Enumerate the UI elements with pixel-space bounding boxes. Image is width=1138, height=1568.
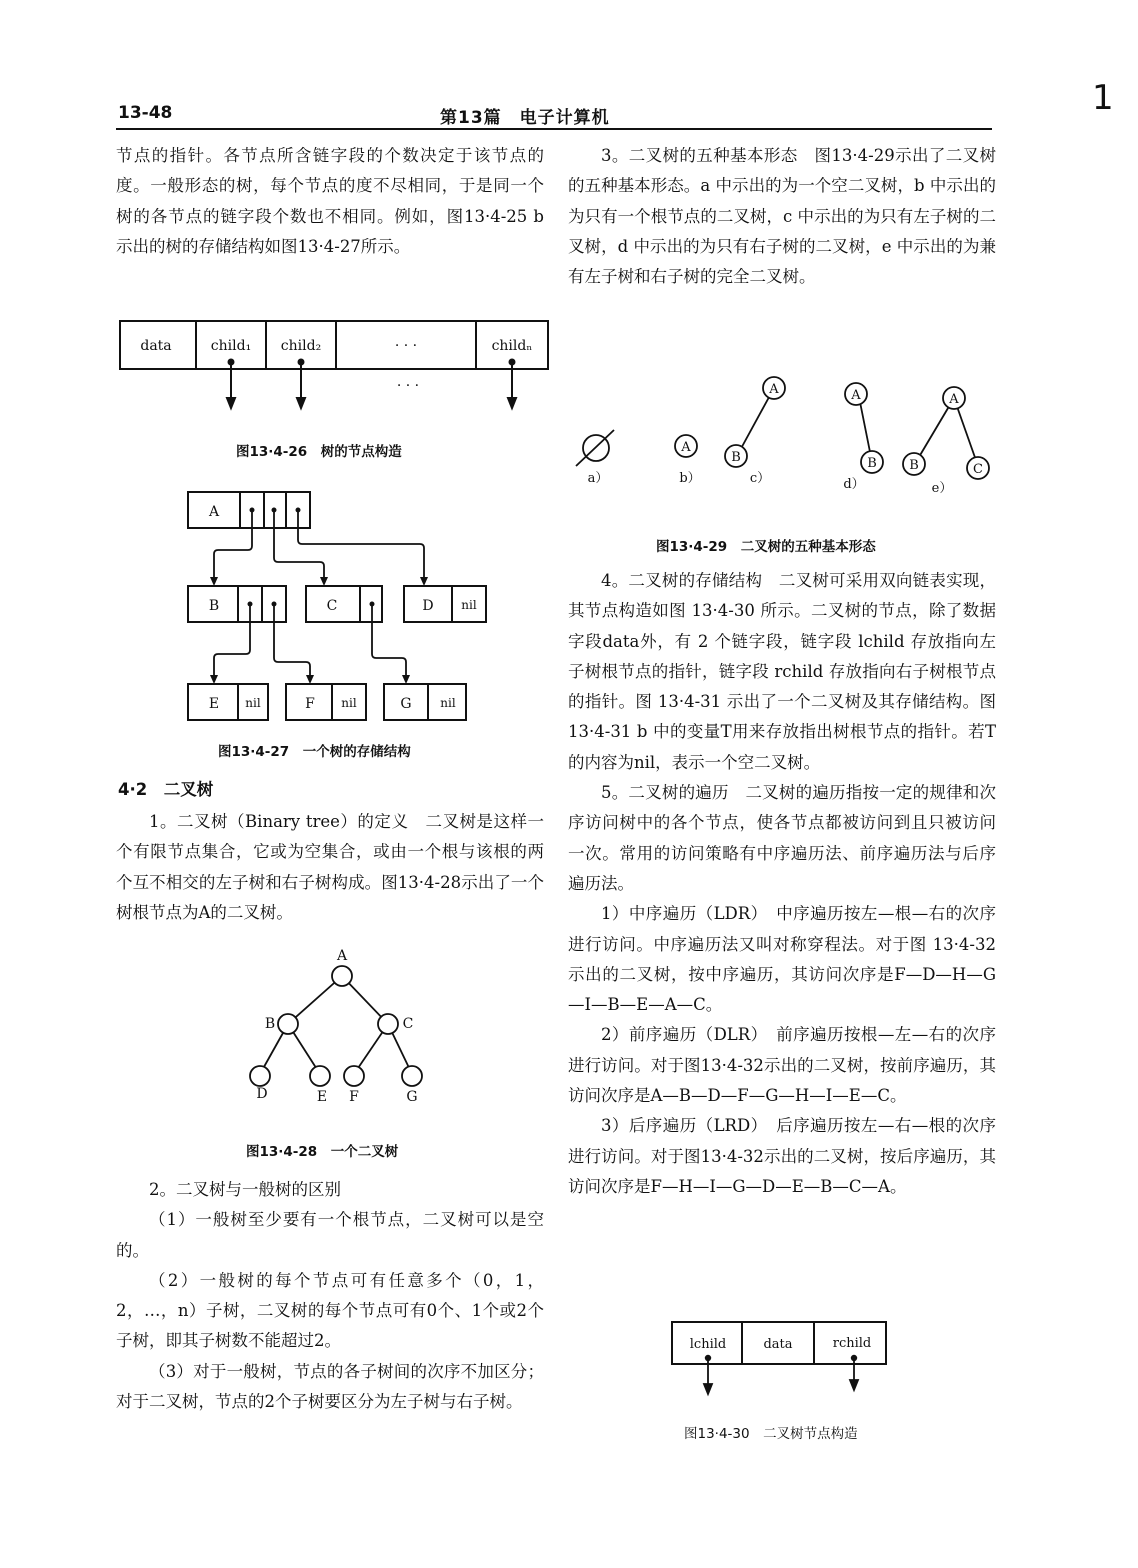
para-intro: 节点的指针。各节点所含链字段的个数决定于该节点的度。一般形态的树，每个节点的度不尽相同，于是同一个树的各节点的链字段个数也不相同。例如，图13·4-25 b 示出的树的存储结构如图13·4-27所示。 — [116, 146, 544, 256]
fig27-nil-D: nil — [461, 598, 477, 612]
fig29-d-label-root: A — [851, 388, 861, 403]
fig27-nil-F: nil — [341, 696, 357, 710]
fig26-cell-child1: child₁ — [210, 338, 252, 354]
para-traverse: 5。二叉树的遍历 二叉树的遍历指按一定的规律和次序访问树中的各个节点，使各节点都被访问到且只被访问一次。常用的访问策略有中序遍历法、前序遍历法与后序遍历法。 — [568, 783, 996, 893]
fig29-caption: 图13·4-29 二叉树的五种基本形态 — [656, 539, 876, 555]
fig29-sub-b: b） — [679, 471, 701, 486]
fig28-caption: 图13·4-28 一个二叉树 — [246, 1144, 399, 1160]
fig27-nil-G: nil — [440, 696, 456, 710]
fig30-cell-lchild: lchild — [689, 1337, 727, 1352]
fig29-e-label-left: B — [909, 458, 919, 473]
diff-title: 2。二叉树与一般树的区别 — [149, 1180, 341, 1199]
running-title: 第13篇 电子计算机 — [440, 108, 610, 128]
fig26-cell-child2: child₂ — [280, 338, 322, 354]
header-rule — [116, 128, 992, 130]
corner-mark: 1 — [1092, 78, 1114, 118]
page-number: 13-48 — [118, 103, 173, 123]
fig30-caption: 图13·4-30 二叉树节点构造 — [684, 1426, 858, 1442]
fig28-node-D — [250, 1066, 270, 1086]
fig28-label-G: G — [406, 1089, 418, 1105]
fig29-sub-c: c） — [749, 471, 771, 486]
fig28-label-D: D — [256, 1086, 268, 1102]
diff-3: （3）对于一般树，节点的各子树间的次序不加区分；对于二叉树，节点的2个子树要区分为左子树与右子树。 — [116, 1361, 544, 1412]
para-lrd: 3）后序遍历（LRD） 后序遍历按左—右—根的次序进行访问。对于图13·4-32示出的二叉树，按后序遍历，其访问次序是F—H—I—G—D—E—B—C—A。 — [568, 1116, 996, 1196]
para-ldr: 1）中序遍历（LDR） 中序遍历按左—根—右的次序进行访问。中序遍历法又叫对称穿程法。对于图 13·4-32 示出的二叉树，按中序遍历，其访问次序是F—D—H—G—I—B—E—A—C。 — [568, 904, 996, 1015]
fig30-binary-node-structure — [670, 1320, 892, 1400]
fig27-tree-storage — [186, 488, 476, 728]
fig29-sub-e: e） — [931, 481, 953, 496]
fig28-label-E: E — [316, 1089, 328, 1105]
right-body — [568, 566, 996, 1202]
fig28-binary-tree — [240, 946, 440, 1112]
para-forms: 3。二叉树的五种基本形态 图13·4-29示出了二叉树的五种基本形态。a 中示出的为一个空二叉树，b 中示出的为只有一个根节点的二叉树，c 中示出的为只有左子树的二叉树，d 中示出的为只有右子树的二叉树，e 中示出的为兼有左子树和右子树的完全二叉树。 — [568, 146, 996, 287]
para-storage: 4。二叉树的存储结构 二叉树可采用双向链表实现，其节点构造如图 13·4-30 所示。二叉树的节点，除了数据字段data外，有 2 个链字段，链字段 lchild 存放指向左子树根节点的指针，链字段 rchild 存放指向右子树根节点的指针。图 13·4-31 示出了一个二叉树及其存储结构。图 13·4-31 b 中的变量T用来存放指出树根节点的指针。若T的内容为nil，表示一个空二叉树。 — [568, 571, 996, 772]
fig29-e-label-right: C — [973, 462, 983, 477]
fig28-node-C — [378, 1014, 398, 1034]
fig27-node-B: B — [208, 598, 220, 614]
fig27-nil-E: nil — [245, 696, 261, 710]
fig27-caption: 图13·4-27 一个树的存储结构 — [218, 744, 411, 760]
fig29-e-label-root: A — [949, 392, 959, 407]
fig27-node-D: D — [422, 598, 434, 614]
left-differences — [116, 1175, 544, 1417]
fig26-node-structure — [118, 318, 554, 418]
fig26-dots-below: · · · — [396, 378, 420, 394]
left-intro — [116, 141, 544, 262]
fig27-node-C: C — [326, 598, 338, 614]
fig26-box — [120, 321, 548, 369]
fig30-cell-rchild: rchild — [832, 1336, 872, 1351]
fig26-caption: 图13·4-26 树的节点构造 — [236, 444, 402, 460]
section-title: 4·2 二叉树 — [118, 780, 214, 799]
fig28-label-F: F — [349, 1089, 359, 1105]
diff-1: （1）一般树至少要有一个根节点，二叉树可以是空的。 — [116, 1210, 544, 1260]
fig28-label-C: C — [402, 1016, 414, 1032]
para-definition: 1。二叉树（Binary tree）的定义 二叉树是这样一个有限节点集合，它或为空集合，或由一个根与该根的两个互不相交的左子树和右子树构成。图13·4-28示出了一个树根节点为A的二叉树。 — [116, 812, 544, 922]
fig27-node-A: A — [208, 504, 220, 520]
fig28-node-G — [402, 1066, 422, 1086]
fig28-node-B — [278, 1014, 298, 1034]
right-forms — [568, 141, 996, 292]
fig29-c-label-left: B — [731, 450, 741, 465]
fig27-node-E: E — [208, 696, 220, 712]
fig27-node-F: F — [305, 696, 315, 712]
fig28-label-A: A — [336, 948, 348, 964]
fig28-label-B: B — [264, 1016, 276, 1032]
fig29-sub-a: a） — [587, 471, 609, 486]
fig29-five-forms — [568, 370, 998, 500]
fig30-cell-data: data — [763, 1337, 793, 1352]
fig29-sub-d: d） — [843, 477, 865, 492]
para-dlr: 2）前序遍历（DLR） 前序遍历按根—左—右的次序进行访问。对于图13·4-32示出的二叉树，按前序遍历，其访问次序是A—B—D—F—G—H—I—E—C。 — [568, 1025, 996, 1106]
fig28-node-A — [332, 966, 352, 986]
fig26-cell-data: data — [140, 338, 172, 354]
fig28-node-E — [310, 1066, 330, 1086]
fig26-cell-dots: · · · — [394, 338, 418, 354]
fig29-d-label-right: B — [867, 456, 877, 471]
fig26-cell-childn: childₙ — [491, 338, 533, 354]
fig28-node-F — [344, 1066, 364, 1086]
fig29-b-label: A — [681, 440, 691, 455]
fig27-node-G: G — [400, 696, 412, 712]
left-definition — [116, 807, 544, 928]
diff-2: （2）一般树的每个节点可有任意多个（0，1，2，…，n）子树，二叉树的每个节点可有0个、1个或2个子树，即其子树数不能超过2。 — [116, 1270, 544, 1351]
fig29-c-label-root: A — [769, 382, 779, 397]
